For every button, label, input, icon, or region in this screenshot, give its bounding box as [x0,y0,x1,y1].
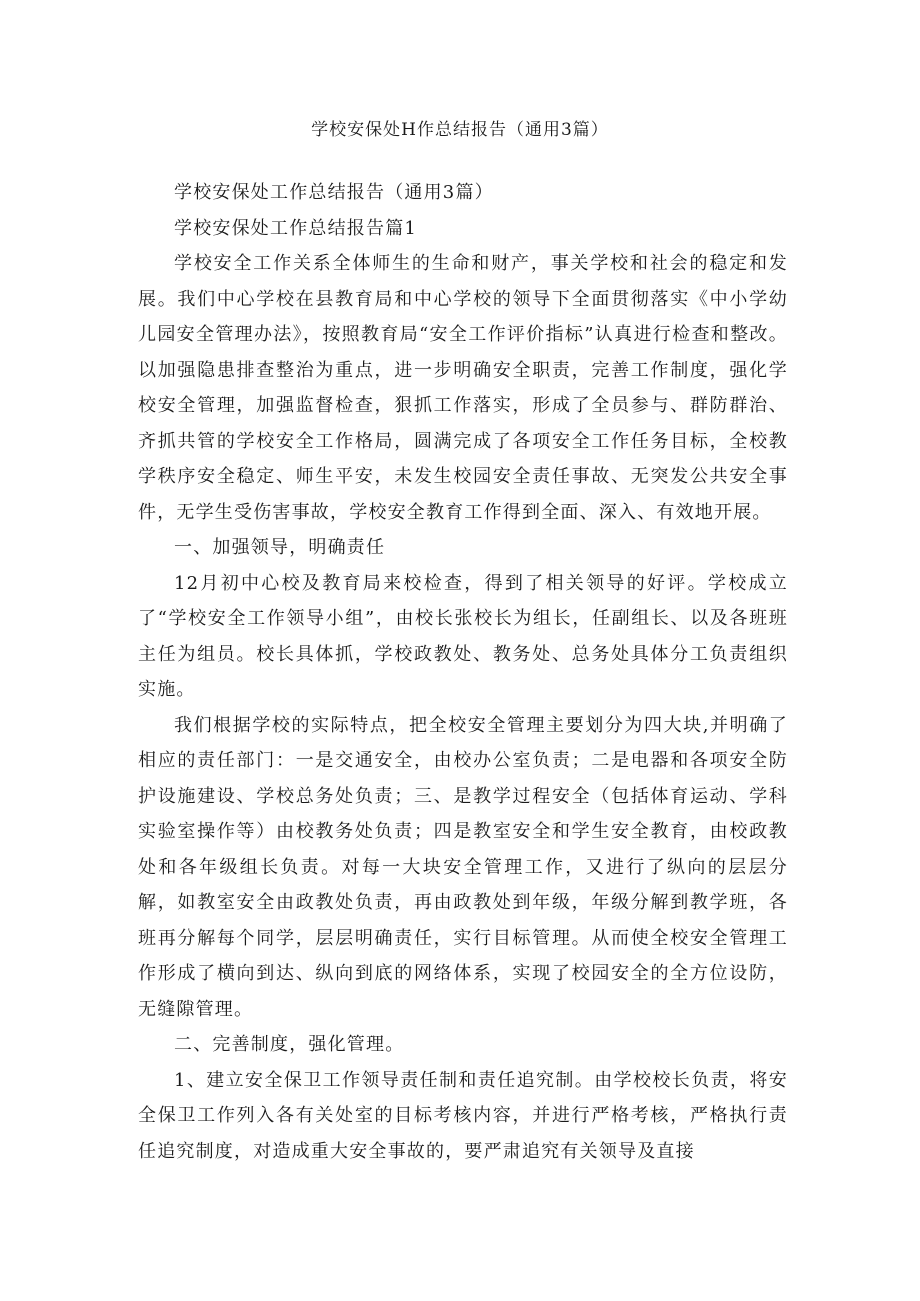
paragraph: 12月初中心校及教育局来校检查，得到了相关领导的好评。学校成立了“学校安全工作领导小组”，由校长张校长为组长，任副组长、以及各班班主任为组员。校长具体抓，学校政教处、教务处、总务处具体分工负责组织实施。 [138,572,788,700]
paragraph: 1、建立安全保卫工作领导责任制和责任追究制。由学校校长负责，将安全保卫工作列入各有关处室的目标考核内容，并进行严格考核，严格执行责任追究制度，对造成重大安全事故的，要严肃追究有关领导及直接 [138,1069,788,1162]
section-heading: 学校安保处工作总结报告篇1 [174,217,418,239]
paragraph: 我们根据学校的实际特点，把全校安全管理主要划分为四大块,并明确了相应的责任部门：一是交通安全，由校办公室负责；二是电器和各项安全防护设施建设、学校总务处负责；三、是教学过程安全（包括体育运动、学科实验室操作等）由校教务处负责；四是教室安全和学生安全教育，由校政教处和各年级组长负责。对每一大块安全管理工作，又进行了纵向的层层分解，如教室安全由政教处负责，再由政教处到年级，年级分解到教学班，各班再分解每个同学，层层明确责任，实行目标管理。从而使全校安全管理工作形成了横向到达、纵向到底的网络体系，实现了校园安全的全方位设防，无缝隙管理。 [138,714,788,1020]
document-body [138,175,788,1169]
section-heading: 二、完善制度，强化管理。 [174,1034,405,1055]
section-heading: 一、加强领导，明确责任 [174,537,386,558]
document-title: 学校安保处H作总结报告（通用3篇） [311,120,609,140]
paragraph: 学校安全工作关系全体师生的生命和财产，事关学校和社会的稳定和发展。我们中心学校在县教育局和中心学校的领导下全面贯彻落实《中小学幼儿园安全管理办法》，按照教育局“安全工作评价指标”认真进行检查和整改。以加强隐患排查整治为重点，进一步明确安全职责，完善工作制度，强化学校安全管理，加强监督检查，狠抓工作落实，形成了全员参与、群防群治、齐抓共管的学校安全工作格局，圆满完成了各项安全工作任务目标，全校教学秩序安全稳定、师生平安，未发生校园安全责任事故、无突发公共安全事件，无学生受伤害事故，学校安全教育工作得到全面、深入、有效地开展。 [138,253,788,523]
subtitle: 学校安保处工作总结报告（通用3篇） [174,182,494,203]
